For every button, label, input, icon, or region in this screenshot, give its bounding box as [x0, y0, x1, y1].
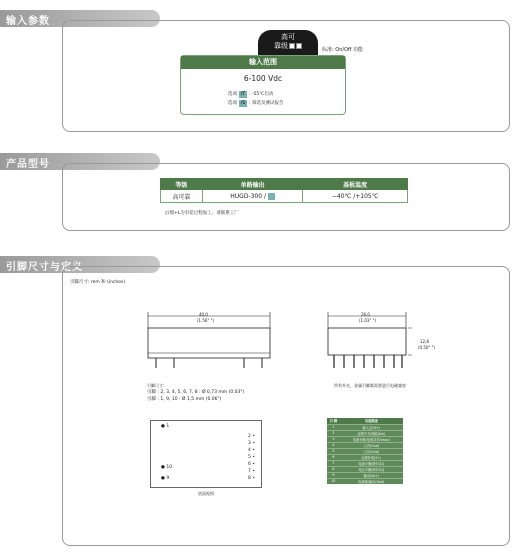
table-header: 功能描述: [340, 418, 403, 424]
pin-function: 电压平衡/调节(CI): [340, 466, 403, 472]
option-tag: /T: [240, 92, 246, 97]
pin-note-1: 引脚 : 2, 3, 4, 5, 6, 7, 8 : Ø 0,73 mm (0.03"): [147, 390, 245, 395]
bottom-caption: 底面视图: [198, 491, 214, 496]
pin-number: 9: [327, 472, 340, 478]
pin-function: 电流平衡/调节(CI): [340, 460, 403, 466]
table-header: 等级: [161, 179, 203, 190]
table-header: 单路输出: [202, 179, 302, 190]
pin-function: 公共(Gnd): [340, 448, 403, 454]
section-title-product: 产品型号: [0, 153, 160, 170]
pin-number: 5: [327, 448, 340, 454]
grade-badge: [258, 30, 318, 56]
side-height: 12,8: [420, 339, 429, 344]
pin-number: 6: [248, 462, 251, 467]
option-tag: /S: [240, 101, 246, 106]
option-placeholder-icon: [268, 193, 275, 200]
pin-number: 10: [327, 478, 340, 484]
pin-10-label: ● 10: [161, 465, 173, 470]
pin-9-label: ● 9: [161, 476, 170, 481]
grade-line-2: 靠级: [274, 42, 288, 50]
pin-function: 公共(Gnd): [340, 442, 403, 448]
input-range-value: 6-100 Vdc: [243, 74, 283, 83]
product-table: [160, 178, 408, 203]
pin-number: 3: [248, 441, 251, 446]
product-note: 后缀+L为有铅过程加工，请联系工厂: [165, 211, 239, 216]
table-cell: [202, 190, 302, 203]
pin-number: 4: [327, 442, 340, 448]
option-row-t: [228, 91, 273, 98]
pin-number: 6: [327, 454, 340, 460]
pin-number: 9: [166, 476, 170, 481]
table-cell: 高可靠: [161, 190, 203, 203]
grade-line-1: 高可: [281, 33, 295, 41]
option-text: : -55℃启动: [249, 92, 274, 97]
input-range-title: 输入范围: [181, 56, 345, 69]
pin-number: 7: [248, 469, 251, 474]
side-caption: 所有外壳，金属引脚都需要进行电磁兼容: [334, 383, 406, 388]
pin-number: 8: [248, 476, 251, 481]
table-cell: −40℃ /+105℃: [303, 190, 408, 203]
side-height-inches: (0.50" "): [418, 345, 435, 350]
table-header: 基板温度: [303, 179, 408, 190]
pin-function: 输入正(Vi+): [340, 424, 403, 430]
option-label: 选项: [228, 101, 237, 106]
section-title-pins: 引脚尺寸与定义: [0, 256, 160, 273]
option-row-s: [228, 100, 283, 107]
side-width-inches: (1.03" "): [359, 318, 376, 323]
pin-1-label: ● 1: [161, 424, 170, 429]
pin-number: 1: [327, 424, 340, 430]
pin-number: 5: [248, 455, 251, 460]
pin-note-2: 引脚 : 1, 9, 10 : Ø 1,5 mm (0.06"): [147, 397, 222, 402]
pin-function: 远程补偿(S+): [340, 454, 403, 460]
model-text: HUGD-300 /: [230, 192, 266, 200]
table-row: [327, 478, 403, 484]
bottom-view-drawing: [150, 420, 262, 488]
side-width: 26,0: [361, 312, 370, 317]
table-header: 引 脚: [327, 418, 340, 424]
pin-number: 1: [166, 424, 170, 429]
standard-label: 标准: On/Off 功能: [322, 47, 364, 53]
checkbox-icon: [296, 43, 302, 49]
pin-number: 10: [166, 465, 173, 470]
pin-function: 输出(Vo+): [340, 472, 403, 478]
unit-label: 引脚尺寸: mm 和 (inches): [70, 280, 126, 285]
pin-note-title: 引脚尺寸:: [147, 383, 165, 388]
pin-number: 3: [327, 436, 340, 442]
pin-number: 4: [248, 448, 251, 453]
pin-function: 电源地/输出(Gnd): [340, 478, 403, 484]
front-width-inches: (1.56" "): [197, 318, 214, 323]
pin-number: 7: [327, 460, 340, 466]
pin-definition-table: [327, 418, 403, 484]
option-text: : 筛选及测试报告: [249, 101, 284, 106]
pin-number: 2: [248, 434, 251, 439]
pin-function: 电流平衡/电流共享(Imon): [340, 436, 403, 442]
pin-number: 8: [327, 466, 340, 472]
section-frame-pins: [62, 266, 510, 546]
pin-function: 远程开关/使能(Inh): [340, 430, 403, 436]
pin-number: 2: [327, 430, 340, 436]
front-width: 40,0: [199, 312, 208, 317]
option-label: 选项: [228, 92, 237, 97]
section-title-input: 输入参数: [0, 10, 160, 27]
checkbox-icon: [289, 43, 295, 49]
right-pins: 2 • 3 • 4 • 5 • 6 • 7 • 8 •: [248, 434, 255, 481]
